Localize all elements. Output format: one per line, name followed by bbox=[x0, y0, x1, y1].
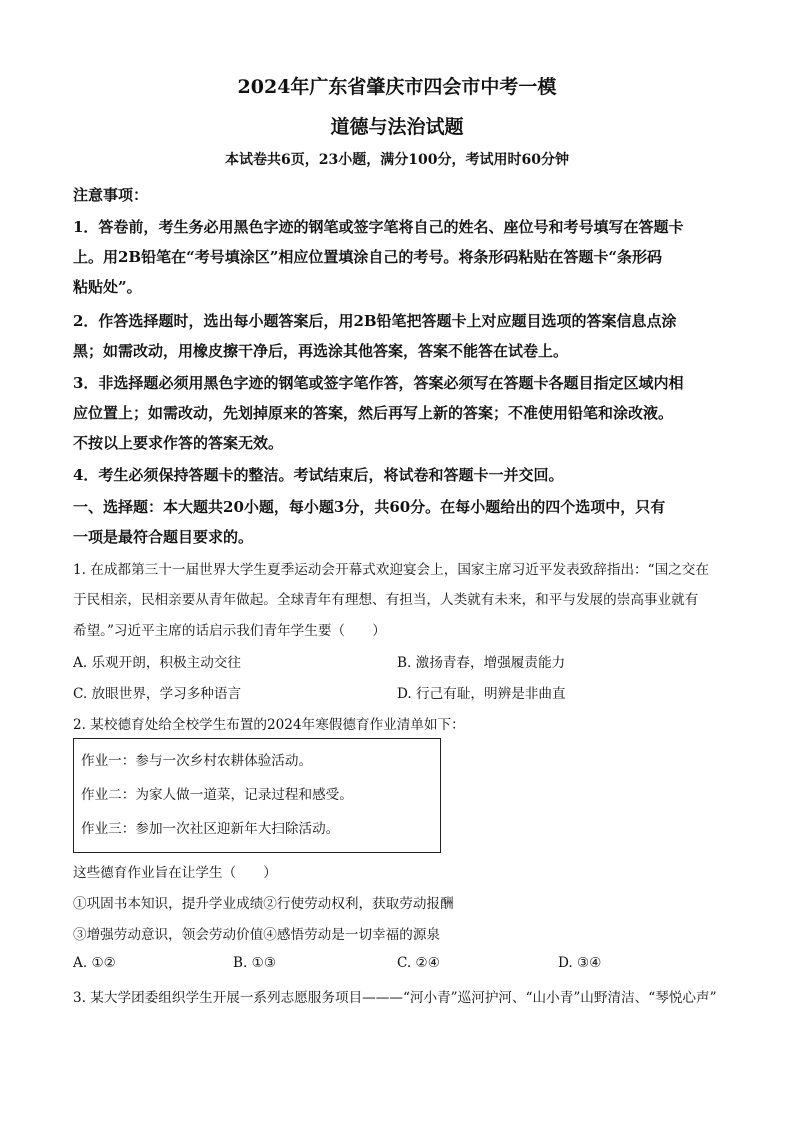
notes-heading: 注意事项： bbox=[73, 186, 149, 204]
homework-item: 作业三：参加一次社区迎新年大扫除活动。 bbox=[81, 821, 340, 837]
q2-statement: ①巩固书本知识，提升学业成绩②行使劳动权利，获取劳动报酬 bbox=[73, 896, 454, 912]
homework-item: 作业一：参与一次乡村农耕体验活动。 bbox=[81, 753, 313, 769]
note-line: 1．答卷前，考生务必用黑色字迹的钢笔或签字笔将自己的姓名、座位号和考号填写在答题卡 bbox=[73, 218, 684, 236]
q2-option-d: D. ③④ bbox=[558, 955, 602, 971]
q2-option-a: A. ①② bbox=[73, 955, 116, 971]
q1-option-c: C. 放眼世界，学习多种语言 bbox=[73, 686, 242, 702]
note-line: 黑；如需改动，用橡皮擦干净后，再选涂其他答案，答案不能答在试卷上。 bbox=[73, 342, 569, 360]
note-line: 粘贴处”。 bbox=[73, 278, 142, 296]
q3-stem: 3. 某大学团委组织学生开展一系列志愿服务项目———“河小青”巡河护河、“山小青”山野清洁、“琴悦心声” bbox=[73, 990, 717, 1006]
note-line: 应位置上；如需改动，先划掉原来的答案，然后再写上新的答案；不准使用铅笔和涂改液。 bbox=[73, 404, 674, 422]
q2-option-c: C. ②④ bbox=[397, 955, 440, 971]
q2-option-b: B. ①③ bbox=[233, 955, 277, 971]
note-line: 2．作答选择题时，选出每小题答案后，用2B铅笔把答题卡上对应题目选项的答案信息点涂 bbox=[73, 312, 677, 330]
note-line: 上。用2B铅笔在“考号填涂区”相应位置填涂自己的考号。将条形码粘贴在答题卡“条形码 bbox=[73, 248, 663, 266]
exam-title: 2024年广东省肇庆市四会市中考一模 bbox=[237, 76, 557, 98]
exam-subject: 道德与法治试题 bbox=[330, 116, 464, 138]
q1-option-a: A. 乐观开朗，积极主动交往 bbox=[73, 655, 241, 671]
q1-stem: 1. 在成都第三十一届世界大学生夏季运动会开幕式欢迎宴会上，国家主席习近平发表致辞指出：“国之交在 bbox=[73, 562, 709, 578]
exam-info: 本试卷共6页，23小题，满分100分，考试用时60分钟 bbox=[225, 152, 569, 168]
homework-item: 作业二：为家人做一道菜，记录过程和感受。 bbox=[81, 787, 353, 803]
section-heading: 一、选择题：本大题共20小题，每小题3分，共60分。在每小题给出的四个选项中，只有 bbox=[73, 498, 666, 516]
section-heading: 一项是最符合题目要求的。 bbox=[73, 528, 254, 546]
q2-statement: ③增强劳动意识，领会劳动价值④感悟劳动是一切幸福的源泉 bbox=[73, 927, 441, 943]
q1-option-b: B. 激扬青春，增强履责能力 bbox=[397, 655, 566, 671]
q1-stem: 希望。”习近平主席的话启示我们青年学生要（ ） bbox=[73, 623, 386, 639]
note-line: 不按以上要求作答的答案无效。 bbox=[73, 434, 284, 452]
q2-prompt: 这些德育作业旨在让学生（ ） bbox=[73, 865, 277, 881]
homework-box bbox=[73, 738, 441, 853]
q1-option-d: D. 行己有耻，明辨是非曲直 bbox=[397, 686, 566, 702]
q1-stem: 于民相亲，民相亲要从青年做起。全球青年有理想、有担当，人类就有未来，和平与发展的崇高事业就有 bbox=[73, 592, 699, 608]
q2-stem: 2. 某校德育处给全校学生布置的2024年寒假德育作业清单如下： bbox=[73, 717, 465, 733]
note-line: 3．非选择题必须用黑色字迹的钢笔或签字笔作答，答案必须写在答题卡各题目指定区域内相 bbox=[73, 374, 684, 392]
note-line: 4．考生必须保持答题卡的整洁。考试结束后，将试卷和答题卡一并交回。 bbox=[73, 466, 564, 484]
